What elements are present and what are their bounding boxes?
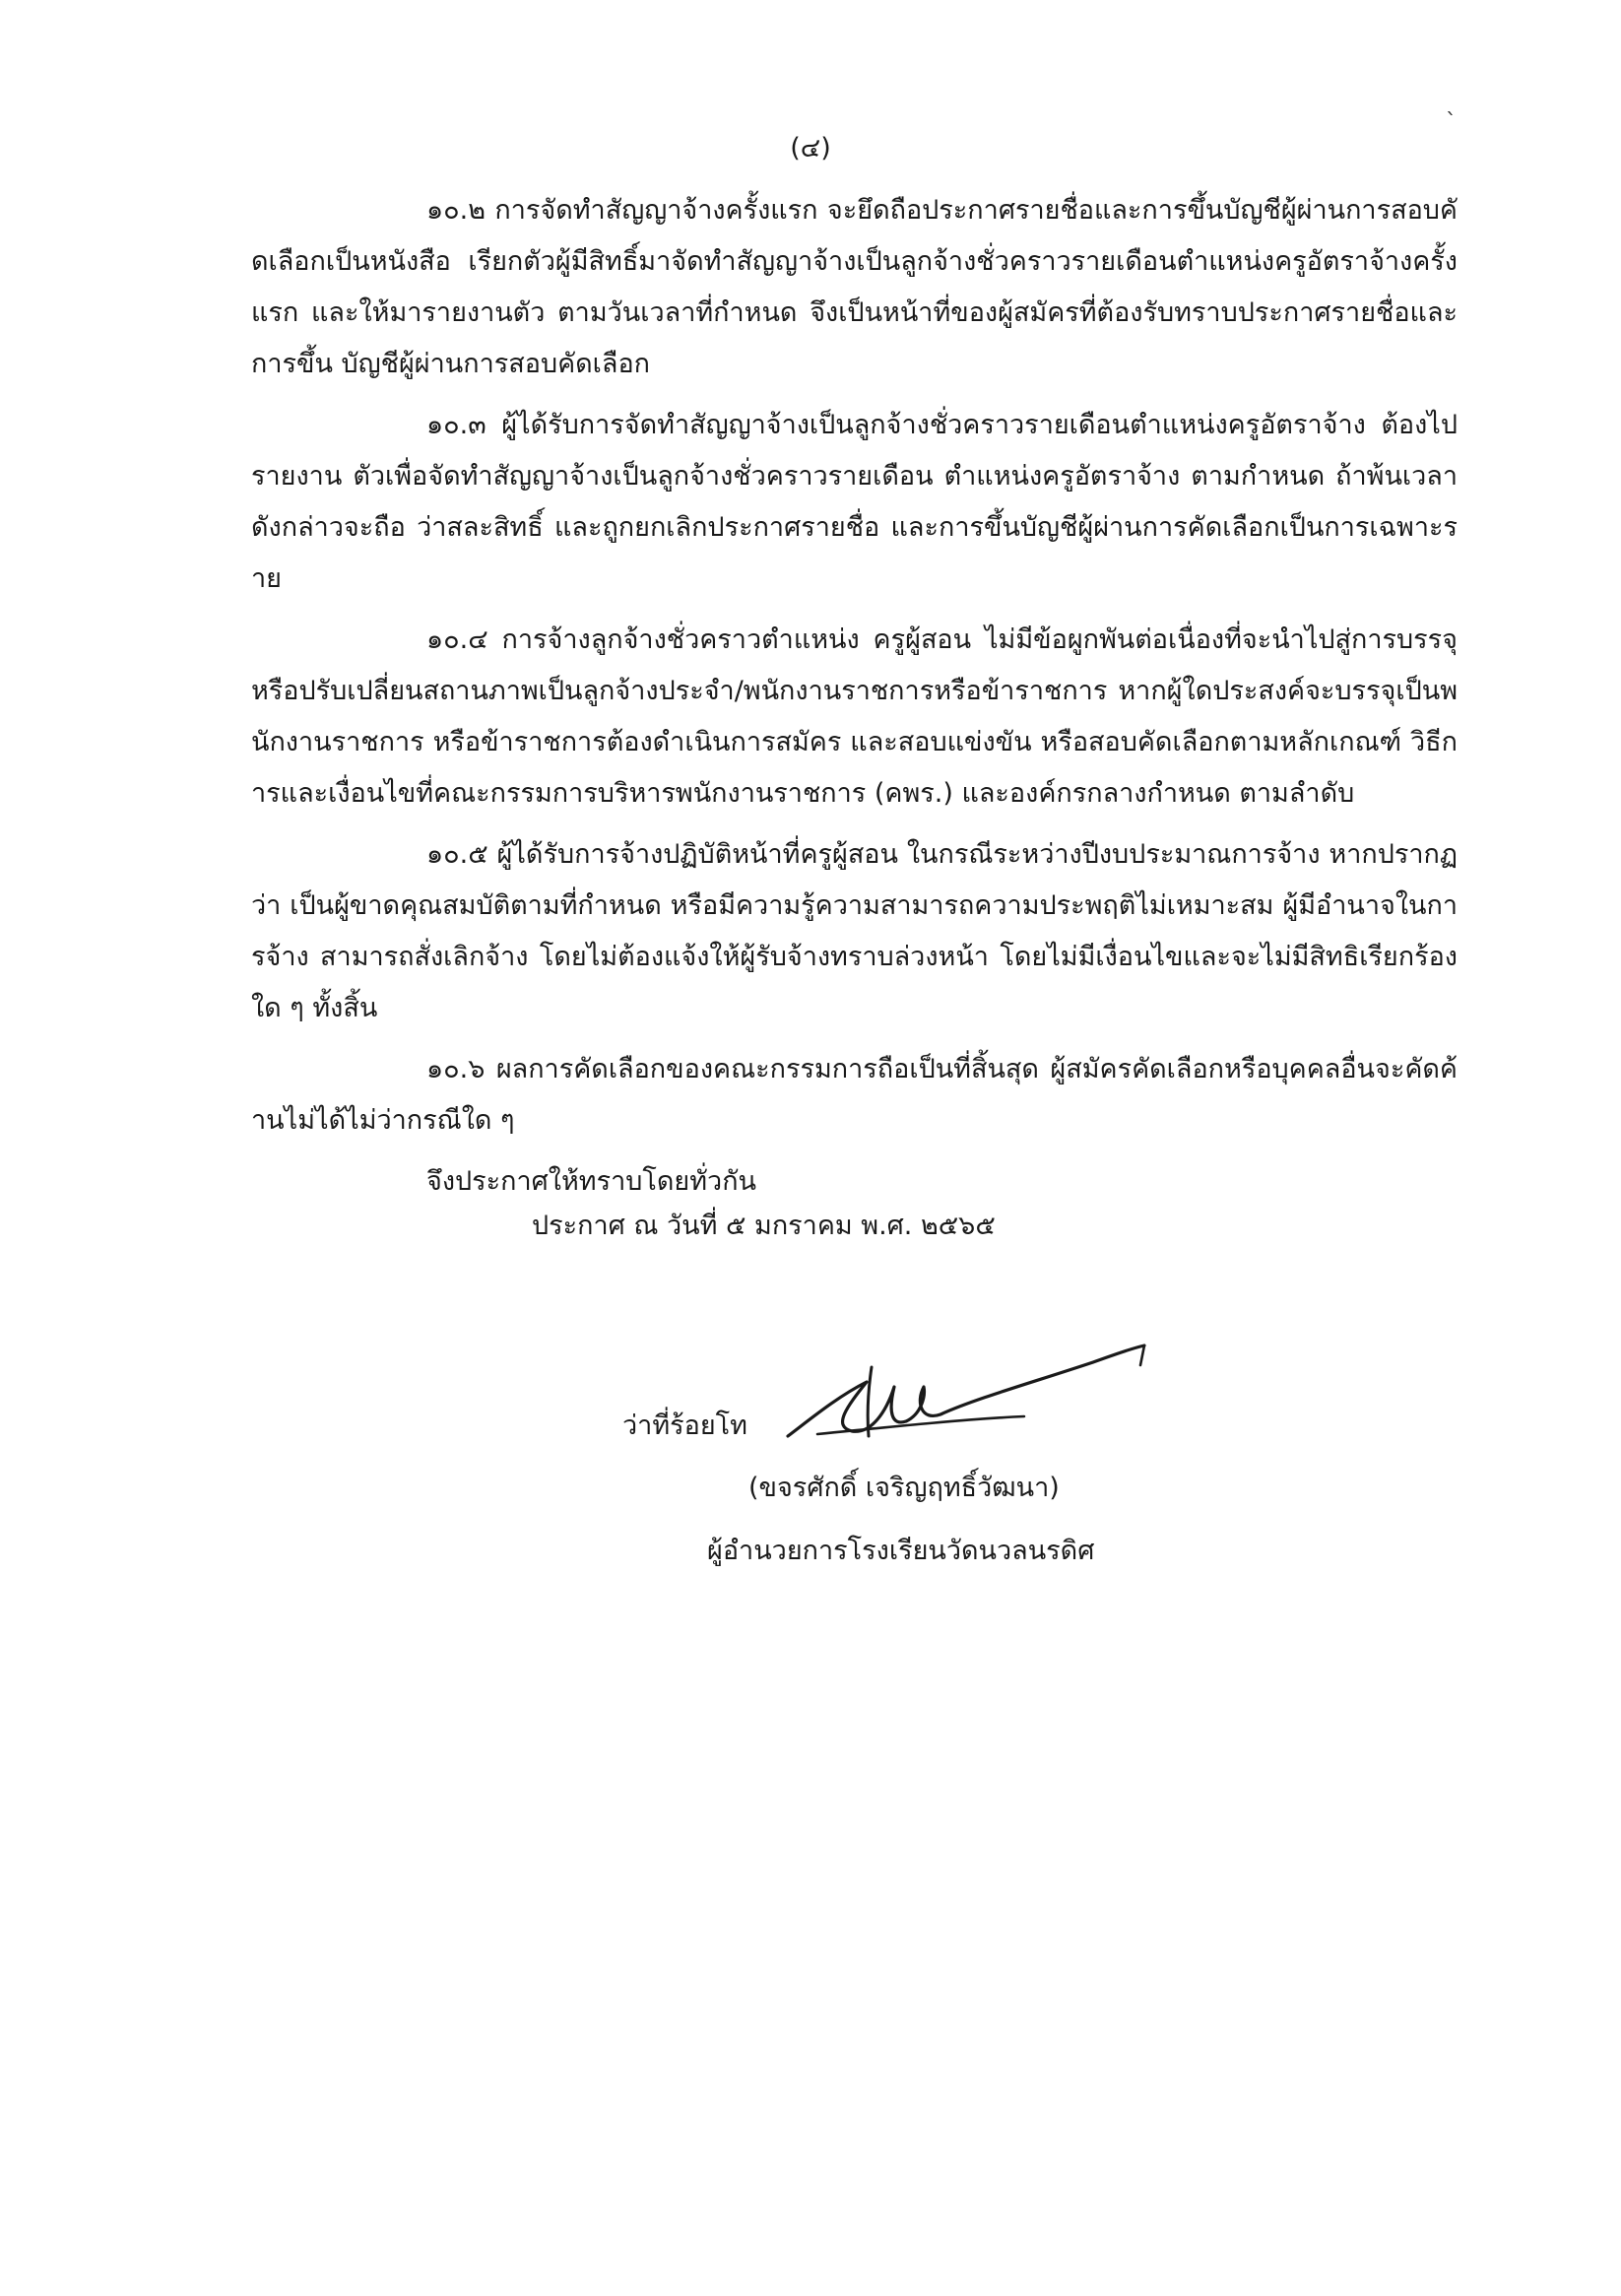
signer-name: (ขจรศักดิ์ เจริญฤทธิ์วัฒนา) [748, 1473, 1060, 1503]
announcement-date: ประกาศ ณ วันที่ ๕ มกราคม พ.ศ. ๒๕๖๕ [532, 1211, 996, 1241]
signer-title: ผู้อำนวยการโรงเรียนวัดนวลนรดิศ [707, 1536, 1095, 1566]
closing-statement: จึงประกาศให้ทราบโดยทั่วกัน [426, 1166, 756, 1197]
handwritten-signature [778, 1328, 1152, 1456]
corner-mark: ` [1446, 110, 1457, 135]
document-body [251, 185, 1458, 1208]
page-number: (๔) [790, 133, 831, 164]
paragraph-10-6: ๑๐.๖ ผลการคัดเลือกของคณะกรรมการถือเป็นที่สิ้นสุด ผู้สมัครคัดเลือกหรือบุคคลอื่นจะคัดค้านไม่ได้ไม่ว่ากรณีใด ๆ [251, 1054, 1458, 1136]
paragraph-10-4: ๑๐.๔ การจ้างลูกจ้างชั่วคราวตำแหน่ง ครูผู้สอน ไม่มีข้อผูกพันต่อเนื่องที่จะนำไปสู่การบรรจุหรือปรับเปลี่ยนสถานภาพเป็นลูกจ้างประจำ/พนักงานราชการหรือข้าราชการ หากผู้ใดประสงค์จะบรรจุเป็นพนักงานราชการ หรือข้าราชการต้องดำเนินการสมัคร และสอบแข่งขัน หรือสอบคัดเลือกตามหลักเกณฑ์ วิธีการและเงื่อนไขที่คณะกรรมการบริหารพนักงานราชการ (คพร.) และองค์กรกลางกำหนด ตามลำดับ [251, 624, 1458, 809]
paragraph-10-2: ๑๐.๒ การจัดทำสัญญาจ้างครั้งแรก จะยึดถือประกาศรายชื่อและการขึ้นบัญชีผู้ผ่านการสอบคัดเลือกเป็นหนังสือ เรียกตัวผู้มีสิทธิ์มาจัดทำสัญญาจ้างเป็นลูกจ้างชั่วคราวรายเดือนตำแหน่งครูอัตราจ้างครั้งแรก และให้มารายงานตัว ตามวันเวลาที่กำหนด จึงเป็นหน้าที่ของผู้สมัครที่ต้องรับทราบประกาศรายชื่อและการขึ้น บัญชีผู้ผ่านการสอบคัดเลือก [251, 195, 1458, 379]
paragraph-10-3: ๑๐.๓ ผู้ได้รับการจัดทำสัญญาจ้างเป็นลูกจ้างชั่วคราวรายเดือนตำแหน่งครูอัตราจ้าง ต้องไปรายงาน ตัวเพื่อจัดทำสัญญาจ้างเป็นลูกจ้างชั่วคราวรายเดือน ตำแหน่งครูอัตราจ้าง ตามกำหนด ถ้าพ้นเวลาดังกล่าวจะถือ ว่าสละสิทธิ์ และถูกยกเลิกประกาศรายชื่อ และการขึ้นบัญชีผู้ผ่านการคัดเลือกเป็นการเฉพาะราย [251, 410, 1458, 594]
paragraph-10-5: ๑๐.๕ ผู้ได้รับการจ้างปฏิบัติหน้าที่ครูผู้สอน ในกรณีระหว่างปีงบประมาณการจ้าง หากปรากฏว่า เป็นผู้ขาดคุณสมบัติตามที่กำหนด หรือมีความรู้ความสามารถความประพฤติไม่เหมาะสม ผู้มีอำนาจในการจ้าง สามารถสั่งเลิกจ้าง โดยไม่ต้องแจ้งให้ผู้รับจ้างทราบล่วงหน้า โดยไม่มีเงื่อนไขและจะไม่มีสิทธิเรียกร้องใด ๆ ทั้งสิ้น [251, 839, 1458, 1023]
signer-rank: ว่าที่ร้อยโท [622, 1410, 747, 1441]
